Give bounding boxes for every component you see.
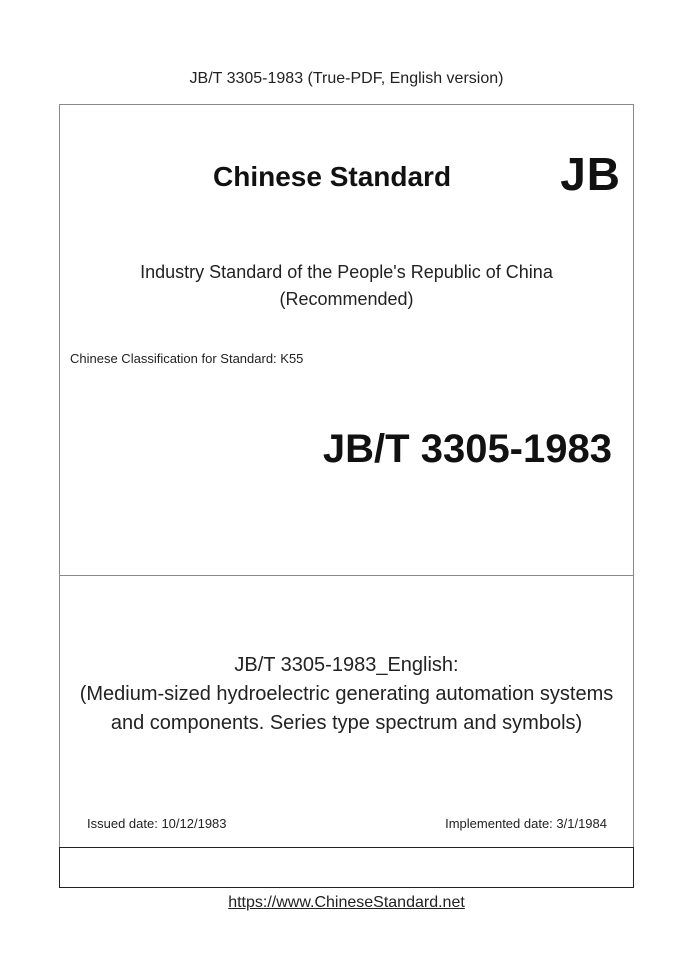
document-title — [60, 651, 633, 738]
cover-title: Chinese Standard — [213, 161, 452, 192]
document-title-line-2: (Medium-sized hydroelectric generating automation systems — [79, 683, 614, 705]
website-link[interactable]: https://www.ChineseStandard.net — [228, 894, 465, 911]
issued-date: Issued date: 10/12/1983 — [87, 816, 227, 831]
classification-text: Chinese Classification for Standard: K55 — [70, 351, 304, 366]
details-panel — [59, 575, 634, 848]
subtitle-line-1: Industry Standard of the People's Republic of China — [140, 262, 553, 282]
title-row — [60, 143, 633, 203]
document-title-line-3: and components. Series type spectrum and symbols) — [110, 712, 583, 734]
document-title-line-1: JB/T 3305-1983_English: — [234, 654, 459, 676]
cover-subtitle — [60, 259, 633, 313]
standard-number: JB/T 3305-1983 — [322, 427, 612, 471]
cover-panel — [59, 104, 634, 576]
implemented-date: Implemented date: 3/1/1984 — [445, 816, 607, 831]
empty-footer-box — [59, 847, 634, 888]
page-header: JB/T 3305-1983 (True-PDF, English version) — [189, 70, 504, 87]
standard-code: JB — [560, 148, 621, 200]
subtitle-line-2: (Recommended) — [279, 289, 414, 309]
